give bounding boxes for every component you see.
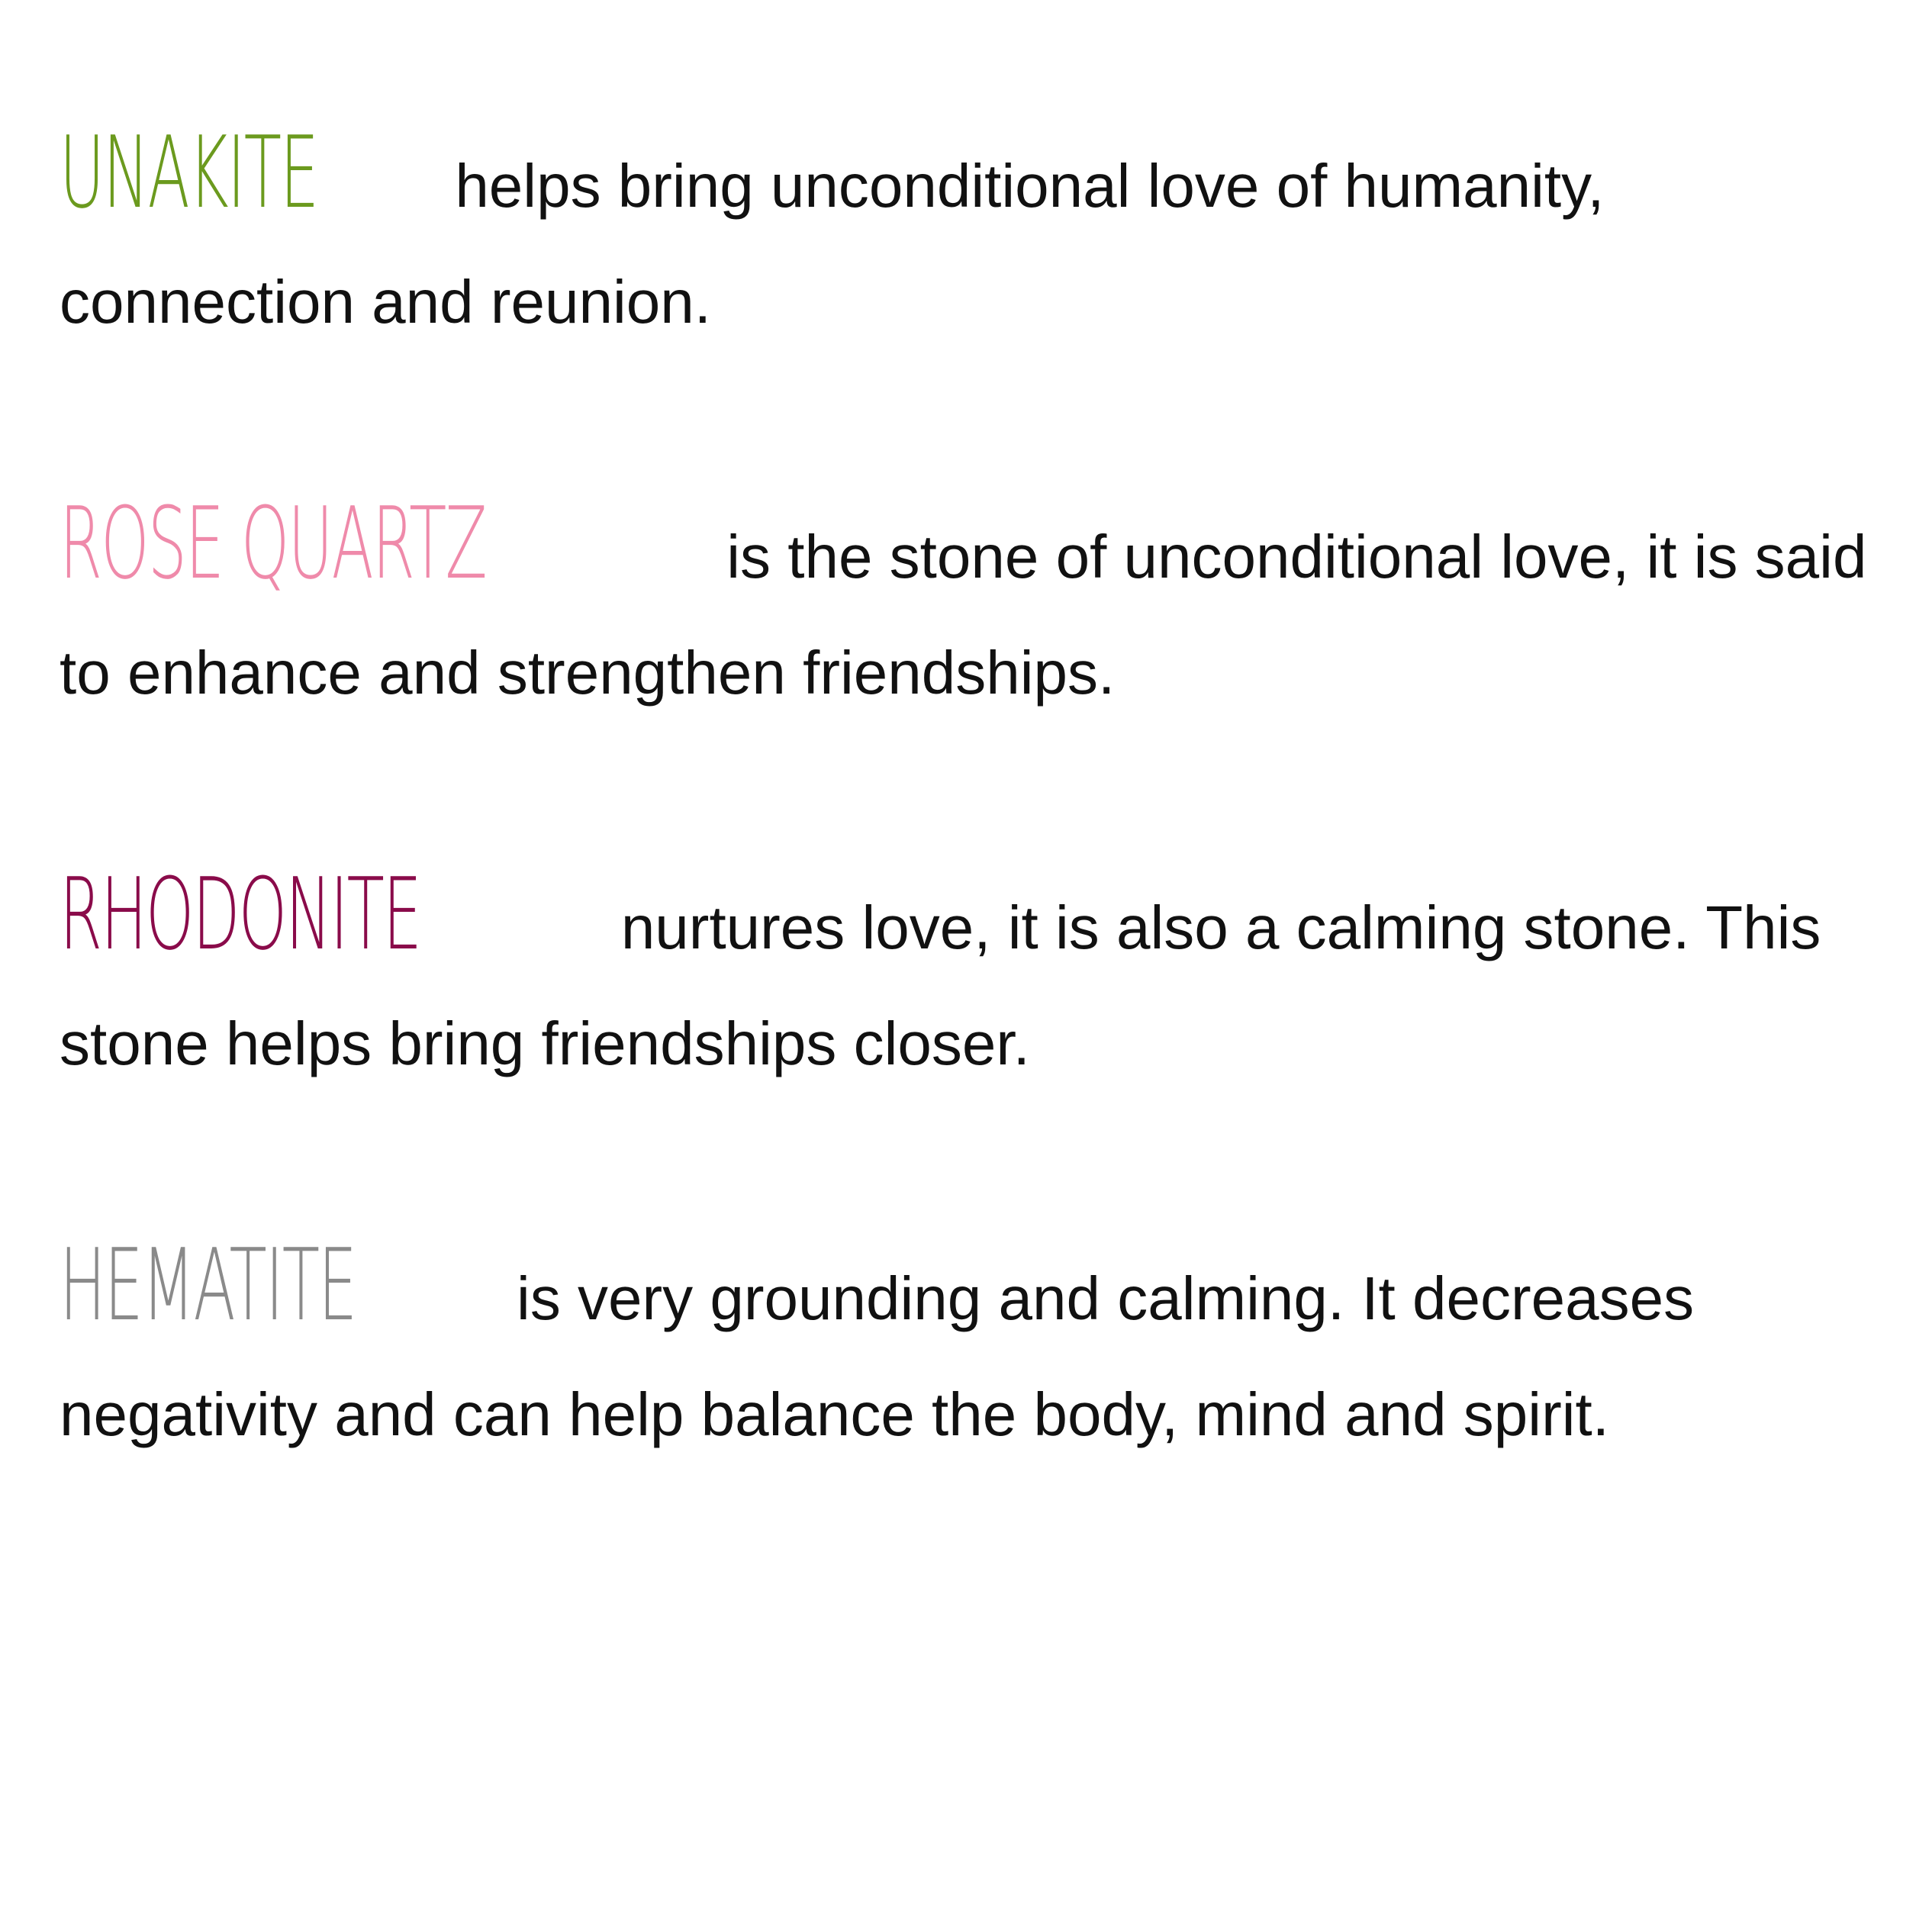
- stone-entry-hematite: [60, 1227, 1891, 1473]
- stone-entry-rose-quartz: [60, 485, 1891, 731]
- stone-description-rose-quartz: is the stone of unconditional love, it is said to enhance and strengthen friendships.: [60, 523, 1867, 707]
- stone-name-rhodonite: RHODONITE: [60, 856, 421, 972]
- stone-name-hematite: HEMATITE: [60, 1227, 356, 1343]
- stone-entry-unakite: [60, 114, 1891, 360]
- stone-description-hematite: is very grounding and calming. It decreases negativity and can help balance the body, mind and spirit.: [60, 1264, 1695, 1448]
- stone-description-unakite: helps bring unconditional love of humanity, connection and reunion.: [60, 152, 1605, 336]
- stone-entry-rhodonite: [60, 856, 1891, 1102]
- stone-name-unakite: UNAKITE: [60, 114, 318, 230]
- stone-name-rose-quartz: ROSE QUARTZ: [60, 485, 486, 601]
- stone-description-rhodonite: nurtures love, it is also a calming stone. This stone helps bring friendships closer.: [60, 894, 1821, 1077]
